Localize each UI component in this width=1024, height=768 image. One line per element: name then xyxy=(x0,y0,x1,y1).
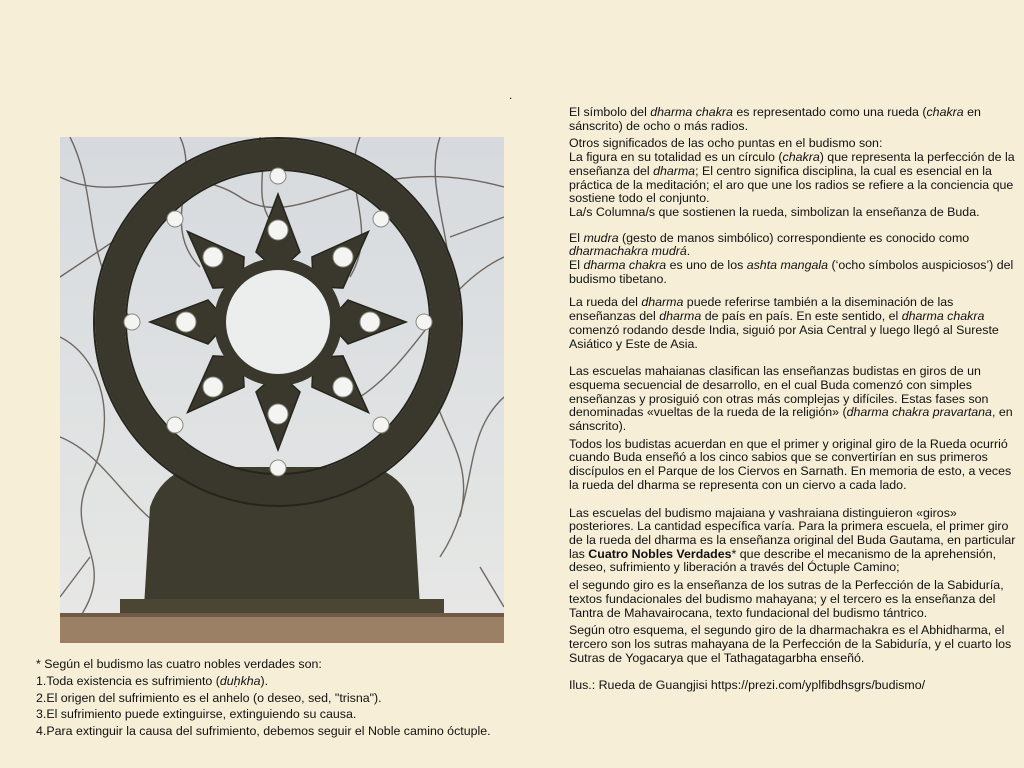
paragraph-2: Otros significados de las ocho puntas en el budismo son: La figura en su totalidad es un círculo (chakra) que representa la perfección de la enseñanza del dharma; El centro significa disciplina, la cual es esencial en la práctica de la meditación; el aro que une los radios se refiere a la conciencia que sostiene todo el conjunto. La/s Columna/s que sostienen la rueda, simbolizan la enseñanza de Buda. xyxy=(569,136,1015,219)
note-item-2: 2.El origen del sufrimiento es el anhelo (o deseo, sed, "trisna"). xyxy=(36,690,382,705)
paragraph-3: El mudra (gesto de manos simbólico) correspondiente es conocido como dharmachakra mudrá. El dharma chakra es uno de los ashta mangala (‘ocho símbolos auspiciosos’) del budismo tibetano. xyxy=(569,230,1014,286)
note-item-1: 1.Toda existencia es sufrimiento (duḥkha). xyxy=(36,673,269,688)
paragraph-6: Todos los budistas acuerdan en que el primer y original giro de la Rueda ocurrió cuando Buda enseñó a los cinco sabios que se convertirían en sus primeros discípulos en el Parque de los Ciervos en Sarnath. En memoria de esto, a veces la rueda del dharma se representa con un ciervo a cada lado. xyxy=(569,436,1012,492)
dot-mark: . xyxy=(509,88,513,102)
note-item-4: 4.Para extinguir la causa del sufrimiento, debemos seguir el Noble camino óctuple. xyxy=(36,724,491,739)
note-item-3: 3.El sufrimiento puede extinguirse, extinguiendo su causa. xyxy=(36,707,357,722)
wheel xyxy=(94,138,462,506)
paragraph-1: El símbolo del dharma chakra es representado como una rueda (chakra en sánscrito) de ocho o más radios. xyxy=(569,105,981,133)
notes-title: * Según el budismo las cuatro nobles verdades son: xyxy=(36,657,322,671)
paragraph-8: el segundo giro es la enseñanza de los sutras de la Perfección de la Sabiduría, textos fundacionales del budismo mahayana; y el tercero es la enseñanza del Tantra de Mahavairocana, texto fundacional del budismo tántrico. xyxy=(569,578,1004,620)
noble-truths-notes xyxy=(36,656,536,740)
illustration-credit: Ilus.: Rueda de Guangjisi https://prezi.com/yplfibdhsgrs/budismo/ xyxy=(569,678,926,693)
stone-wall xyxy=(60,615,504,643)
paragraph-5: Las escuelas mahaianas clasifican las enseñanzas budistas en giros de un esquema secuencial de desarrollo, en el cual Buda comenzó con simples enseñanzas y prosiguió con otras más complejas y difíciles. Estas fases son denominadas «vueltas de la rueda de la religión» (dharma chakra pravartana, en sánscrito). xyxy=(569,364,1013,434)
paragraph-9: Según otro esquema, el segundo giro de la dharmachakra es el Abhidharma, el tercero son los sutras mahayana de la Perfección de la Sabiduría, y el cuarto los Sutras de Yogacarya que el Tathagatagarbha enseñó. xyxy=(569,623,1012,665)
paragraph-7: Las escuelas del budismo majaiana y vashraiana distinguieron «giros» posteriores. La cantidad específica varía. Para la primera escuela, el primer giro de la rueda del dharma es la enseñanza original del Buda Gautama, en particular las Cuatro Nobles Verdades* que describe el mecanismo de la aprehensión, deseo, sufrimiento y liberación a través del Óctuple Camino; xyxy=(569,505,1016,575)
dharma-wheel-photo xyxy=(60,137,504,643)
main-text xyxy=(569,106,1017,693)
paragraph-4: La rueda del dharma puede referirse también a la diseminación de las enseñanzas del dharma de país en país. En este sentido, el dharma chakra comenzó rodando desde India, siguió por Asia Central y luego llegó al Sureste Asiático y Este de Asia. xyxy=(569,295,999,351)
